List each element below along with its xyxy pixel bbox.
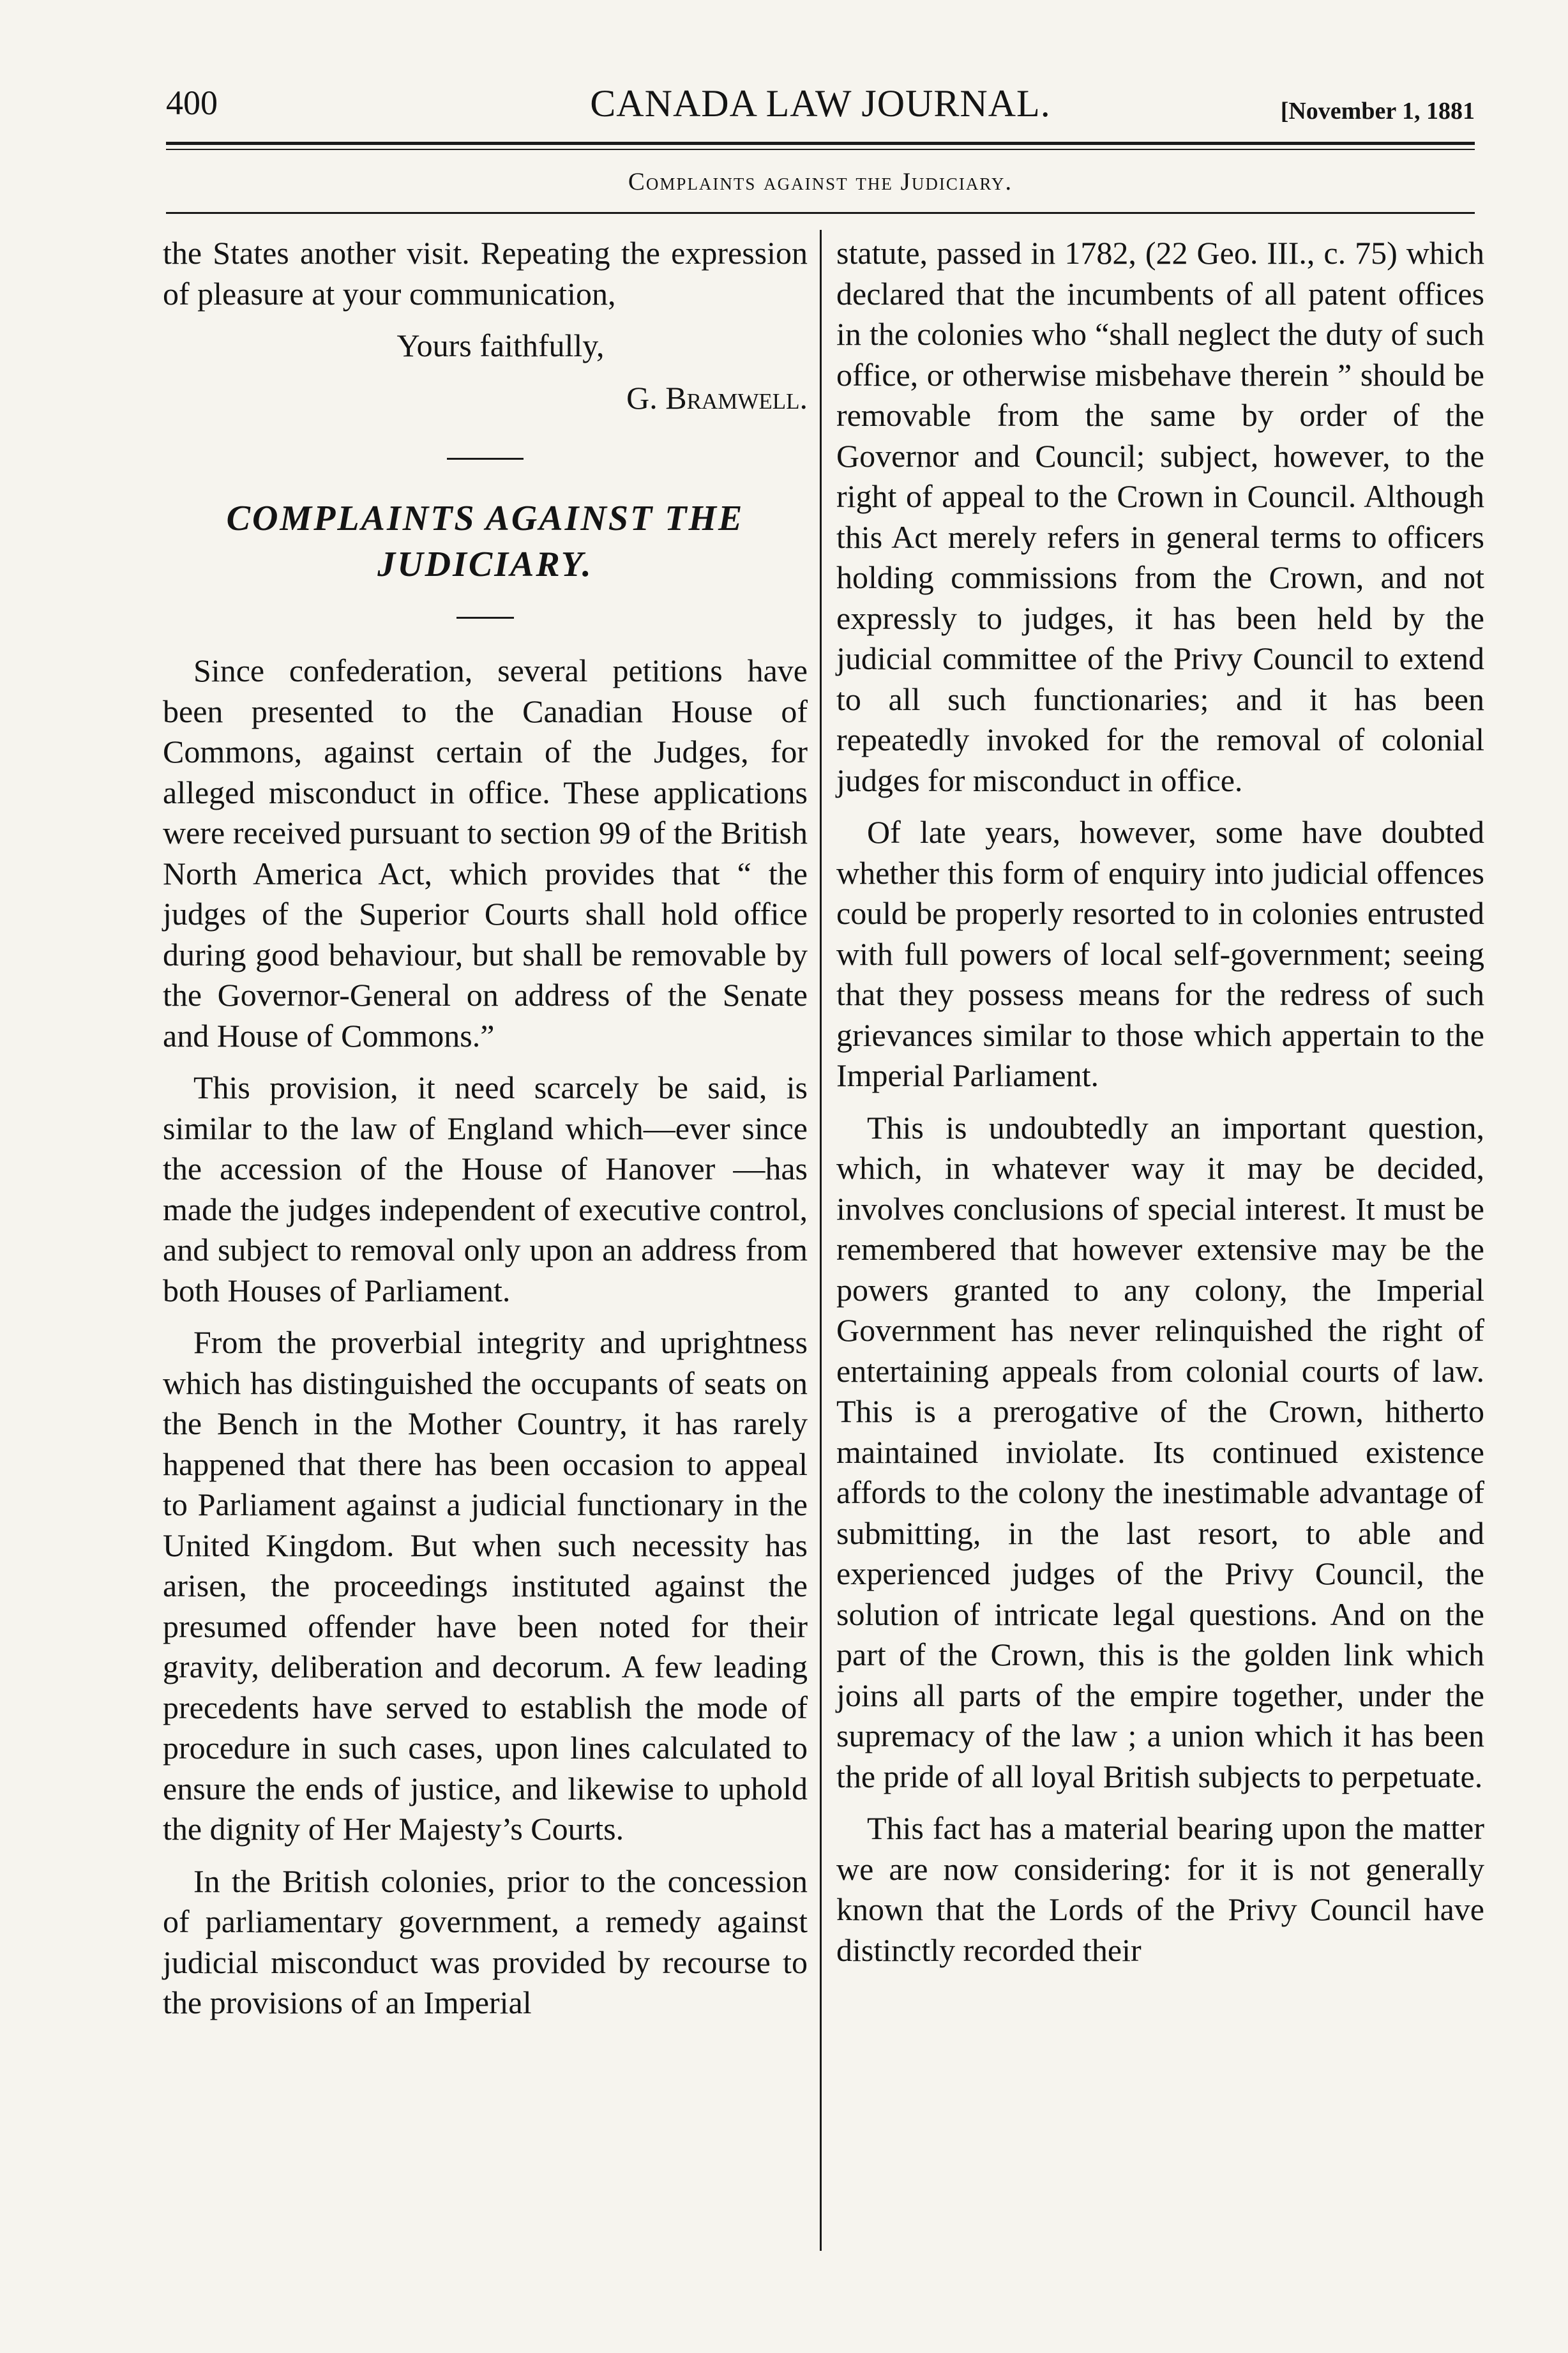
paragraph: In the British colonies, prior to the concession of parliamentary government, a remedy against judicial misconduct was provided by recourse to the provisions of an Imperial	[163, 1863, 808, 2020]
journal-title: CANADA LAW JOURNAL.	[590, 82, 1051, 125]
header-rule-thin	[166, 149, 1475, 150]
letter-ending: the States another visit. Repeating the expression of pleasure at your communication,	[163, 235, 808, 312]
paragraph: Of late years, however, some have doubted whether this form of enquiry into judicial offences could be properly resorted to in colonies entrusted with full powers of local self-government; seeing that they possess means for the redress of such grievances similar to those which appertain to the Imperial Parliament.	[836, 814, 1484, 1093]
right-column	[836, 233, 1484, 1982]
article-title: COMPLAINTS AGAINST THE JUDICIARY.	[226, 499, 744, 584]
header-rule-thick	[166, 142, 1475, 145]
issue-date: [November 1, 1881	[1280, 98, 1475, 125]
letter-signature: G. Bramwell.	[626, 379, 808, 416]
running-head-rule	[166, 212, 1475, 214]
page-header	[166, 75, 1475, 133]
title-divider	[456, 617, 514, 619]
letter-closing: Yours faithfully,	[396, 328, 605, 363]
paragraph: statute, passed in 1782, (22 Geo. III., c. 75) which declared that the incumbents of all patent offices in the colonies who “shall neglect the duty of such office, or otherwise misbehave therein ” should be removable from the same by order of the Governor and Council; subject, however, to the right of appeal to the Crown in Council. Although this Act merely refers in general terms to officers holding commissions from the Crown, and not expressly to judges, it has been held by the judicial committee of the Privy Council to extend to all such functionaries; and it has been repeatedly invoked for the removal of colonial judges for misconduct in office.	[836, 235, 1484, 798]
page-number: 400	[166, 84, 218, 122]
paragraph: This provision, it need scarcely be said, is similar to the law of England which—ever since the accession of the House of Hanover —has made the judges independent of executive control, and subject to removal only upon an address from both Houses of Parliament.	[163, 1070, 808, 1308]
column-divider	[820, 230, 822, 2251]
paragraph: This is undoubtedly an important question, which, in whatever way it may be decided, involves conclusions of special interest. It must be remembered that however extensive may be the powers granted to any colony, the Imperial Government has never relinquished the right of entertaining appeals from colonial courts of law. This is a prerogative of the Crown, hitherto maintained inviolate. Its continued existence affords to the colony the inestimable advantage of submitting, in the last resort, to able and experienced judges of the Privy Council, the solution of intricate legal questions. And on the part of the Crown, this is the golden link which joins all parts of the empire together, under the supremacy of the law ; a union which it has been the pride of all loyal British subjects to perpetuate.	[836, 1109, 1484, 1794]
paragraph: Since confederation, several petitions have been presented to the Canadian House of Commons, against certain of the Judges, for alleged misconduct in office. These applications were received pursuant to section 99 of the British North America Act, which provides that “ the judges of the Superior Courts shall hold office during good behaviour, but shall be removable by the Governor-General on address of the Senate and House of Commons.”	[163, 653, 808, 1054]
left-column	[163, 233, 808, 2035]
paragraph: This fact has a material bearing upon the matter we are now considering: for it is not generally known that the Lords of the Privy Council have distinctly recorded their	[836, 1810, 1484, 1968]
paragraph: From the proverbial integrity and uprightness which has distinguished the occupants of seats on the Bench in the Mother Country, it has rarely happened that there has been occasion to appeal to Parliament against a judicial functionary in the United Kingdom. But when such necessity has arisen, the proceedings instituted against the presumed offender have been noted for their gravity, deliberation and decorum. A few leading precedents have served to establish the mode of procedure in such cases, upon lines calculated to ensure the ends of justice, and likewise to uphold the dignity of Her Majesty’s Courts.	[163, 1324, 808, 1847]
running-head-text: Complaints against the Judiciary.	[628, 168, 1013, 195]
section-divider	[447, 458, 524, 460]
running-head	[166, 167, 1475, 196]
